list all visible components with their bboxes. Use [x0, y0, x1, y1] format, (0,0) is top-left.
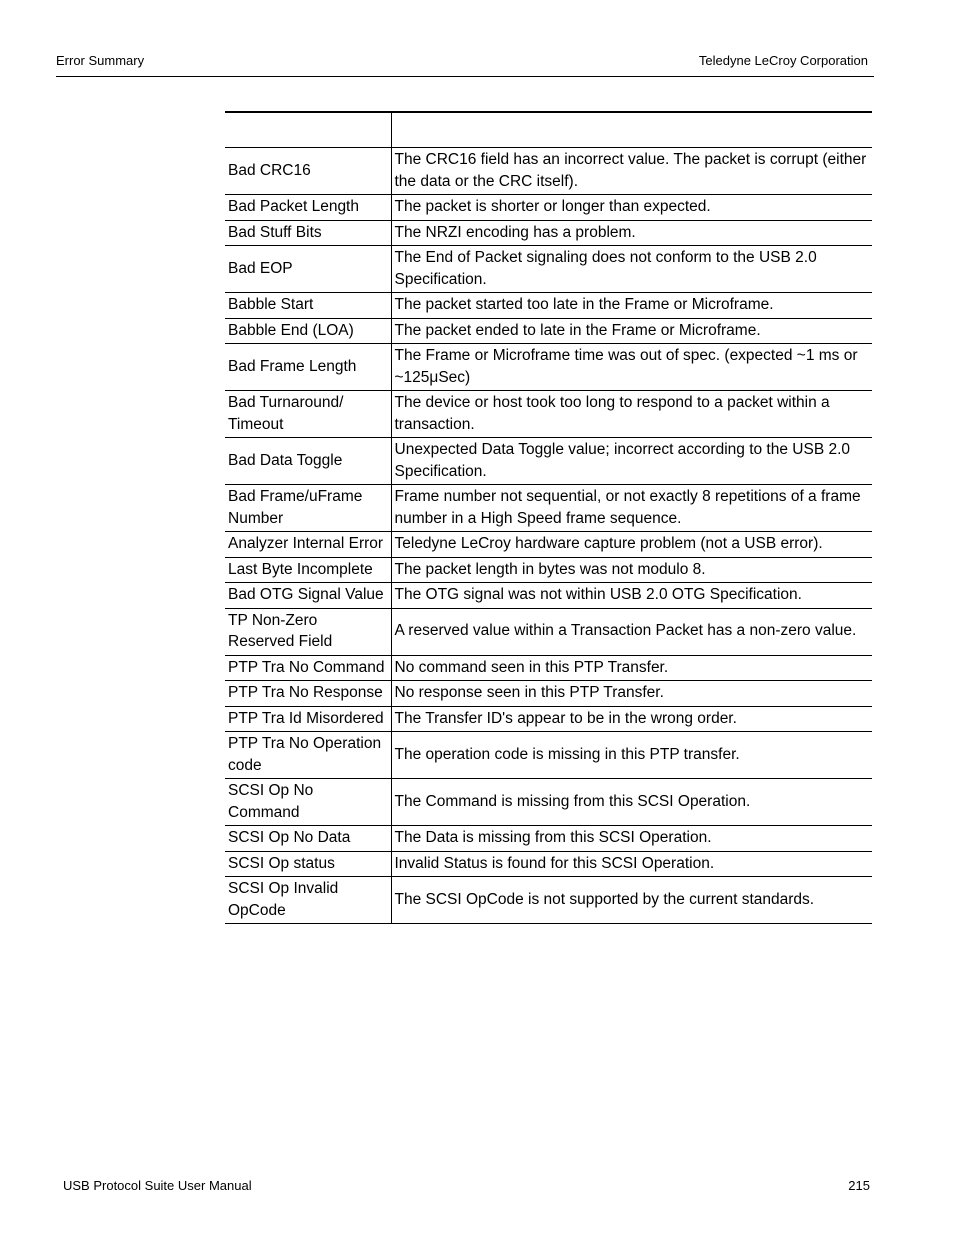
table-row [225, 608, 872, 655]
column-header-error [225, 112, 391, 148]
error-description-cell: Frame number not sequential, or not exactly 8 repetitions of a frame number in a High Speed frame sequence. [391, 485, 872, 532]
table-row [225, 655, 872, 681]
error-name-cell: Bad Turnaround/ Timeout [225, 391, 391, 438]
error-description-cell: The device or host took too long to respond to a packet within a transaction. [391, 391, 872, 438]
error-description-cell: The NRZI encoding has a problem. [391, 220, 872, 246]
error-description-cell: The Data is missing from this SCSI Operation. [391, 826, 872, 852]
table-row [225, 148, 872, 195]
error-name-cell: Bad OTG Signal Value [225, 583, 391, 609]
error-description-cell: The CRC16 field has an incorrect value. The packet is corrupt (either the data or the CRC itself). [391, 148, 872, 195]
table-row [225, 826, 872, 852]
table-row [225, 779, 872, 826]
error-name-cell: Bad Frame/uFrame Number [225, 485, 391, 532]
error-name-cell: Analyzer Internal Error [225, 532, 391, 558]
table-row [225, 877, 872, 924]
table-row [225, 195, 872, 221]
table-row [225, 557, 872, 583]
error-description-cell: Unexpected Data Toggle value; incorrect according to the USB 2.0 Specification. [391, 438, 872, 485]
table-row [225, 438, 872, 485]
table-row [225, 344, 872, 391]
footer-page-number: 215 [848, 1178, 870, 1193]
error-summary-table [225, 111, 872, 924]
error-name-cell: Babble End (LOA) [225, 318, 391, 344]
error-description-cell: A reserved value within a Transaction Packet has a non-zero value. [391, 608, 872, 655]
error-name-cell: Babble Start [225, 293, 391, 319]
table-row [225, 681, 872, 707]
error-name-cell: PTP Tra Id Misordered [225, 706, 391, 732]
error-description-cell: The packet is shorter or longer than expected. [391, 195, 872, 221]
error-description-cell: The Transfer ID's appear to be in the wrong order. [391, 706, 872, 732]
table-row [225, 583, 872, 609]
error-description-cell: The packet started too late in the Frame or Microframe. [391, 293, 872, 319]
error-description-cell: No response seen in this PTP Transfer. [391, 681, 872, 707]
table-row [225, 246, 872, 293]
error-description-cell: The Command is missing from this SCSI Operation. [391, 779, 872, 826]
table-row [225, 318, 872, 344]
error-description-cell: The Frame or Microframe time was out of spec. (expected ~1 ms or ~125μSec) [391, 344, 872, 391]
column-header-description [391, 112, 872, 148]
table-row [225, 732, 872, 779]
header-company-name: Teledyne LeCroy Corporation [698, 53, 868, 68]
header-section-title: Error Summary [56, 53, 145, 68]
error-description-cell: No command seen in this PTP Transfer. [391, 655, 872, 681]
error-description-cell: The End of Packet signaling does not conform to the USB 2.0 Specification. [391, 246, 872, 293]
table-row [225, 851, 872, 877]
error-name-cell: SCSI Op status [225, 851, 391, 877]
error-name-cell: PTP Tra No Operation code [225, 732, 391, 779]
table-row [225, 391, 872, 438]
error-name-cell: Bad CRC16 [225, 148, 391, 195]
header-divider [56, 76, 874, 77]
error-name-cell: PTP Tra No Command [225, 655, 391, 681]
error-name-cell: PTP Tra No Response [225, 681, 391, 707]
table-row [225, 706, 872, 732]
error-name-cell: Bad Frame Length [225, 344, 391, 391]
error-description-cell: The packet length in bytes was not modulo 8. [391, 557, 872, 583]
error-description-cell: The OTG signal was not within USB 2.0 OTG Specification. [391, 583, 872, 609]
error-name-cell: TP Non-Zero Reserved Field [225, 608, 391, 655]
error-name-cell: Last Byte Incomplete [225, 557, 391, 583]
table-row [225, 485, 872, 532]
error-description-cell: Teledyne LeCroy hardware capture problem (not a USB error). [391, 532, 872, 558]
error-name-cell: SCSI Op No Data [225, 826, 391, 852]
error-description-cell: Invalid Status is found for this SCSI Operation. [391, 851, 872, 877]
table-row [225, 532, 872, 558]
error-name-cell: Bad Data Toggle [225, 438, 391, 485]
error-name-cell: SCSI Op Invalid OpCode [225, 877, 391, 924]
error-description-cell: The SCSI OpCode is not supported by the current standards. [391, 877, 872, 924]
error-description-cell: The packet ended to late in the Frame or Microframe. [391, 318, 872, 344]
error-name-cell: Bad Packet Length [225, 195, 391, 221]
error-description-cell: The operation code is missing in this PTP transfer. [391, 732, 872, 779]
table-row [225, 220, 872, 246]
error-name-cell: Bad EOP [225, 246, 391, 293]
footer-manual-title: USB Protocol Suite User Manual [63, 1178, 252, 1193]
error-name-cell: Bad Stuff Bits [225, 220, 391, 246]
table-header-row [225, 112, 872, 148]
table-row [225, 293, 872, 319]
error-name-cell: SCSI Op No Command [225, 779, 391, 826]
